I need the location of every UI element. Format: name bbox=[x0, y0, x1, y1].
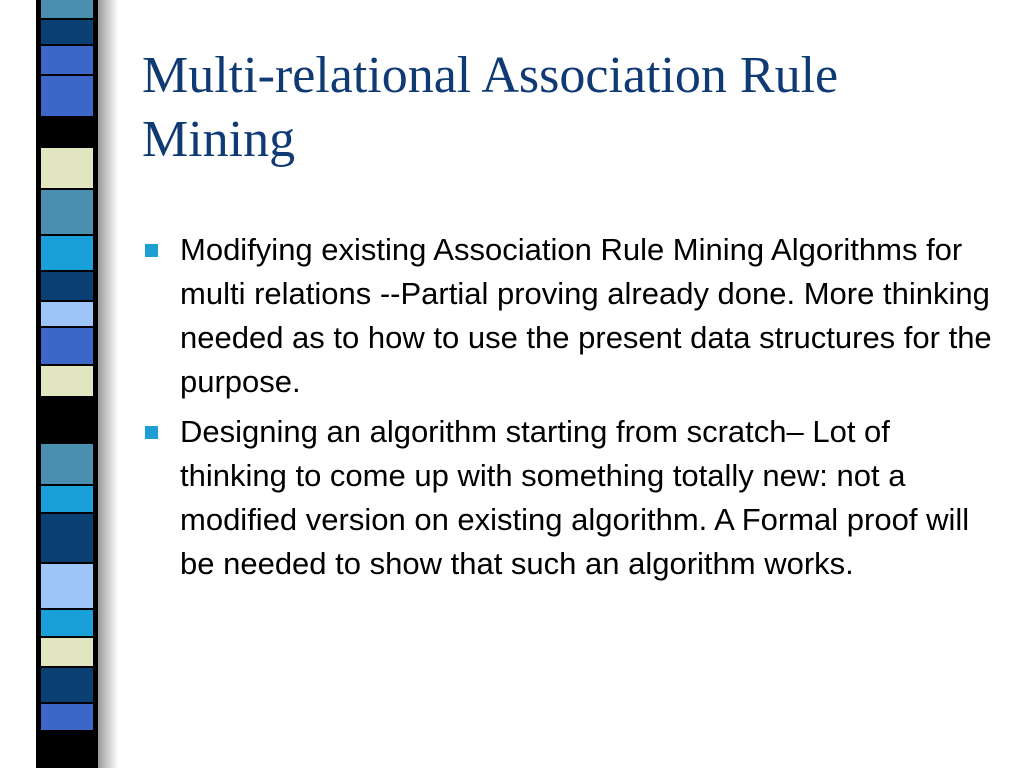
bullet-item bbox=[140, 228, 1000, 404]
stripe-block bbox=[41, 76, 93, 116]
stripe-block bbox=[41, 0, 93, 18]
stripe-block bbox=[41, 46, 93, 74]
square-bullet-icon bbox=[145, 426, 158, 439]
stripe-block bbox=[41, 272, 93, 300]
stripe-block bbox=[41, 236, 93, 270]
stripe-block bbox=[41, 514, 93, 562]
stripe-shadow bbox=[98, 0, 118, 768]
stripe-block bbox=[41, 704, 93, 730]
stripe-block bbox=[41, 366, 93, 396]
stripe-block bbox=[41, 148, 93, 188]
stripe-block bbox=[41, 732, 93, 768]
stripe-block bbox=[41, 398, 93, 442]
stripe-block bbox=[41, 638, 93, 666]
stripe-block bbox=[41, 444, 93, 484]
stripe-block bbox=[41, 610, 93, 636]
bullet-list bbox=[140, 228, 1000, 592]
stripe-block bbox=[41, 118, 93, 146]
square-bullet-icon bbox=[145, 244, 158, 257]
decorative-stripe bbox=[36, 0, 98, 768]
stripe-block bbox=[41, 328, 93, 364]
bullet-item bbox=[140, 410, 1000, 586]
stripe-block bbox=[41, 302, 93, 326]
stripe-block bbox=[41, 564, 93, 608]
slide-title: Multi-relational Association Rule Mining bbox=[142, 47, 839, 168]
bullet-text: Modifying existing Association Rule Mining Algorithms for multi relations --Partial proving already done. More thinking needed as to how to use the present data structures for the purpose. bbox=[180, 232, 992, 399]
bullet-text: Designing an algorithm starting from scratch– Lot of thinking to come up with something totally new: not a modified version on existing algorithm. A Formal proof will be needed to show that such an algorithm works. bbox=[180, 414, 970, 581]
stripe-block bbox=[41, 486, 93, 512]
stripe-block bbox=[41, 20, 93, 44]
stripe-block bbox=[41, 668, 93, 702]
stripe-block bbox=[41, 190, 93, 234]
